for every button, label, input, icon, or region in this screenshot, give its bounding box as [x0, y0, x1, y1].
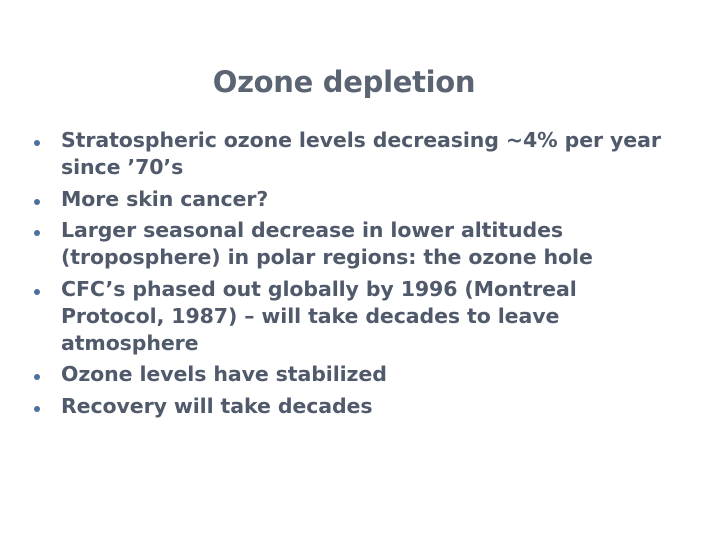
bullet-dot-icon — [34, 406, 40, 412]
bullet-text: Larger seasonal decrease in lower altitudes (troposphere) in polar regions: the ozone hole — [61, 218, 593, 269]
bullet-text: Stratospheric ozone levels decreasing ~4% per year since ’70’s — [61, 128, 661, 179]
bullet-dot-icon — [34, 199, 40, 205]
bullet-text: Ozone levels have stabilized — [61, 362, 387, 386]
bullet-list — [34, 127, 674, 424]
bullet-dot-icon — [34, 140, 40, 146]
bullet-text: CFC’s phased out globally by 1996 (Montreal Protocol, 1987) – will take decades to leave atmosphere — [61, 276, 577, 355]
slide-title: Ozone depletion — [212, 65, 476, 99]
bullet-dot-icon — [34, 289, 40, 295]
bullet-item — [34, 361, 674, 388]
bullet-dot-icon — [34, 374, 40, 380]
bullet-item — [34, 127, 674, 181]
bullet-item — [34, 186, 674, 213]
bullet-item — [34, 393, 674, 420]
bullet-item — [34, 217, 674, 271]
bullet-dot-icon — [34, 230, 40, 236]
bullet-text: More skin cancer? — [61, 186, 269, 211]
bullet-item — [34, 276, 674, 357]
bullet-text: Recovery will take decades — [61, 393, 373, 418]
